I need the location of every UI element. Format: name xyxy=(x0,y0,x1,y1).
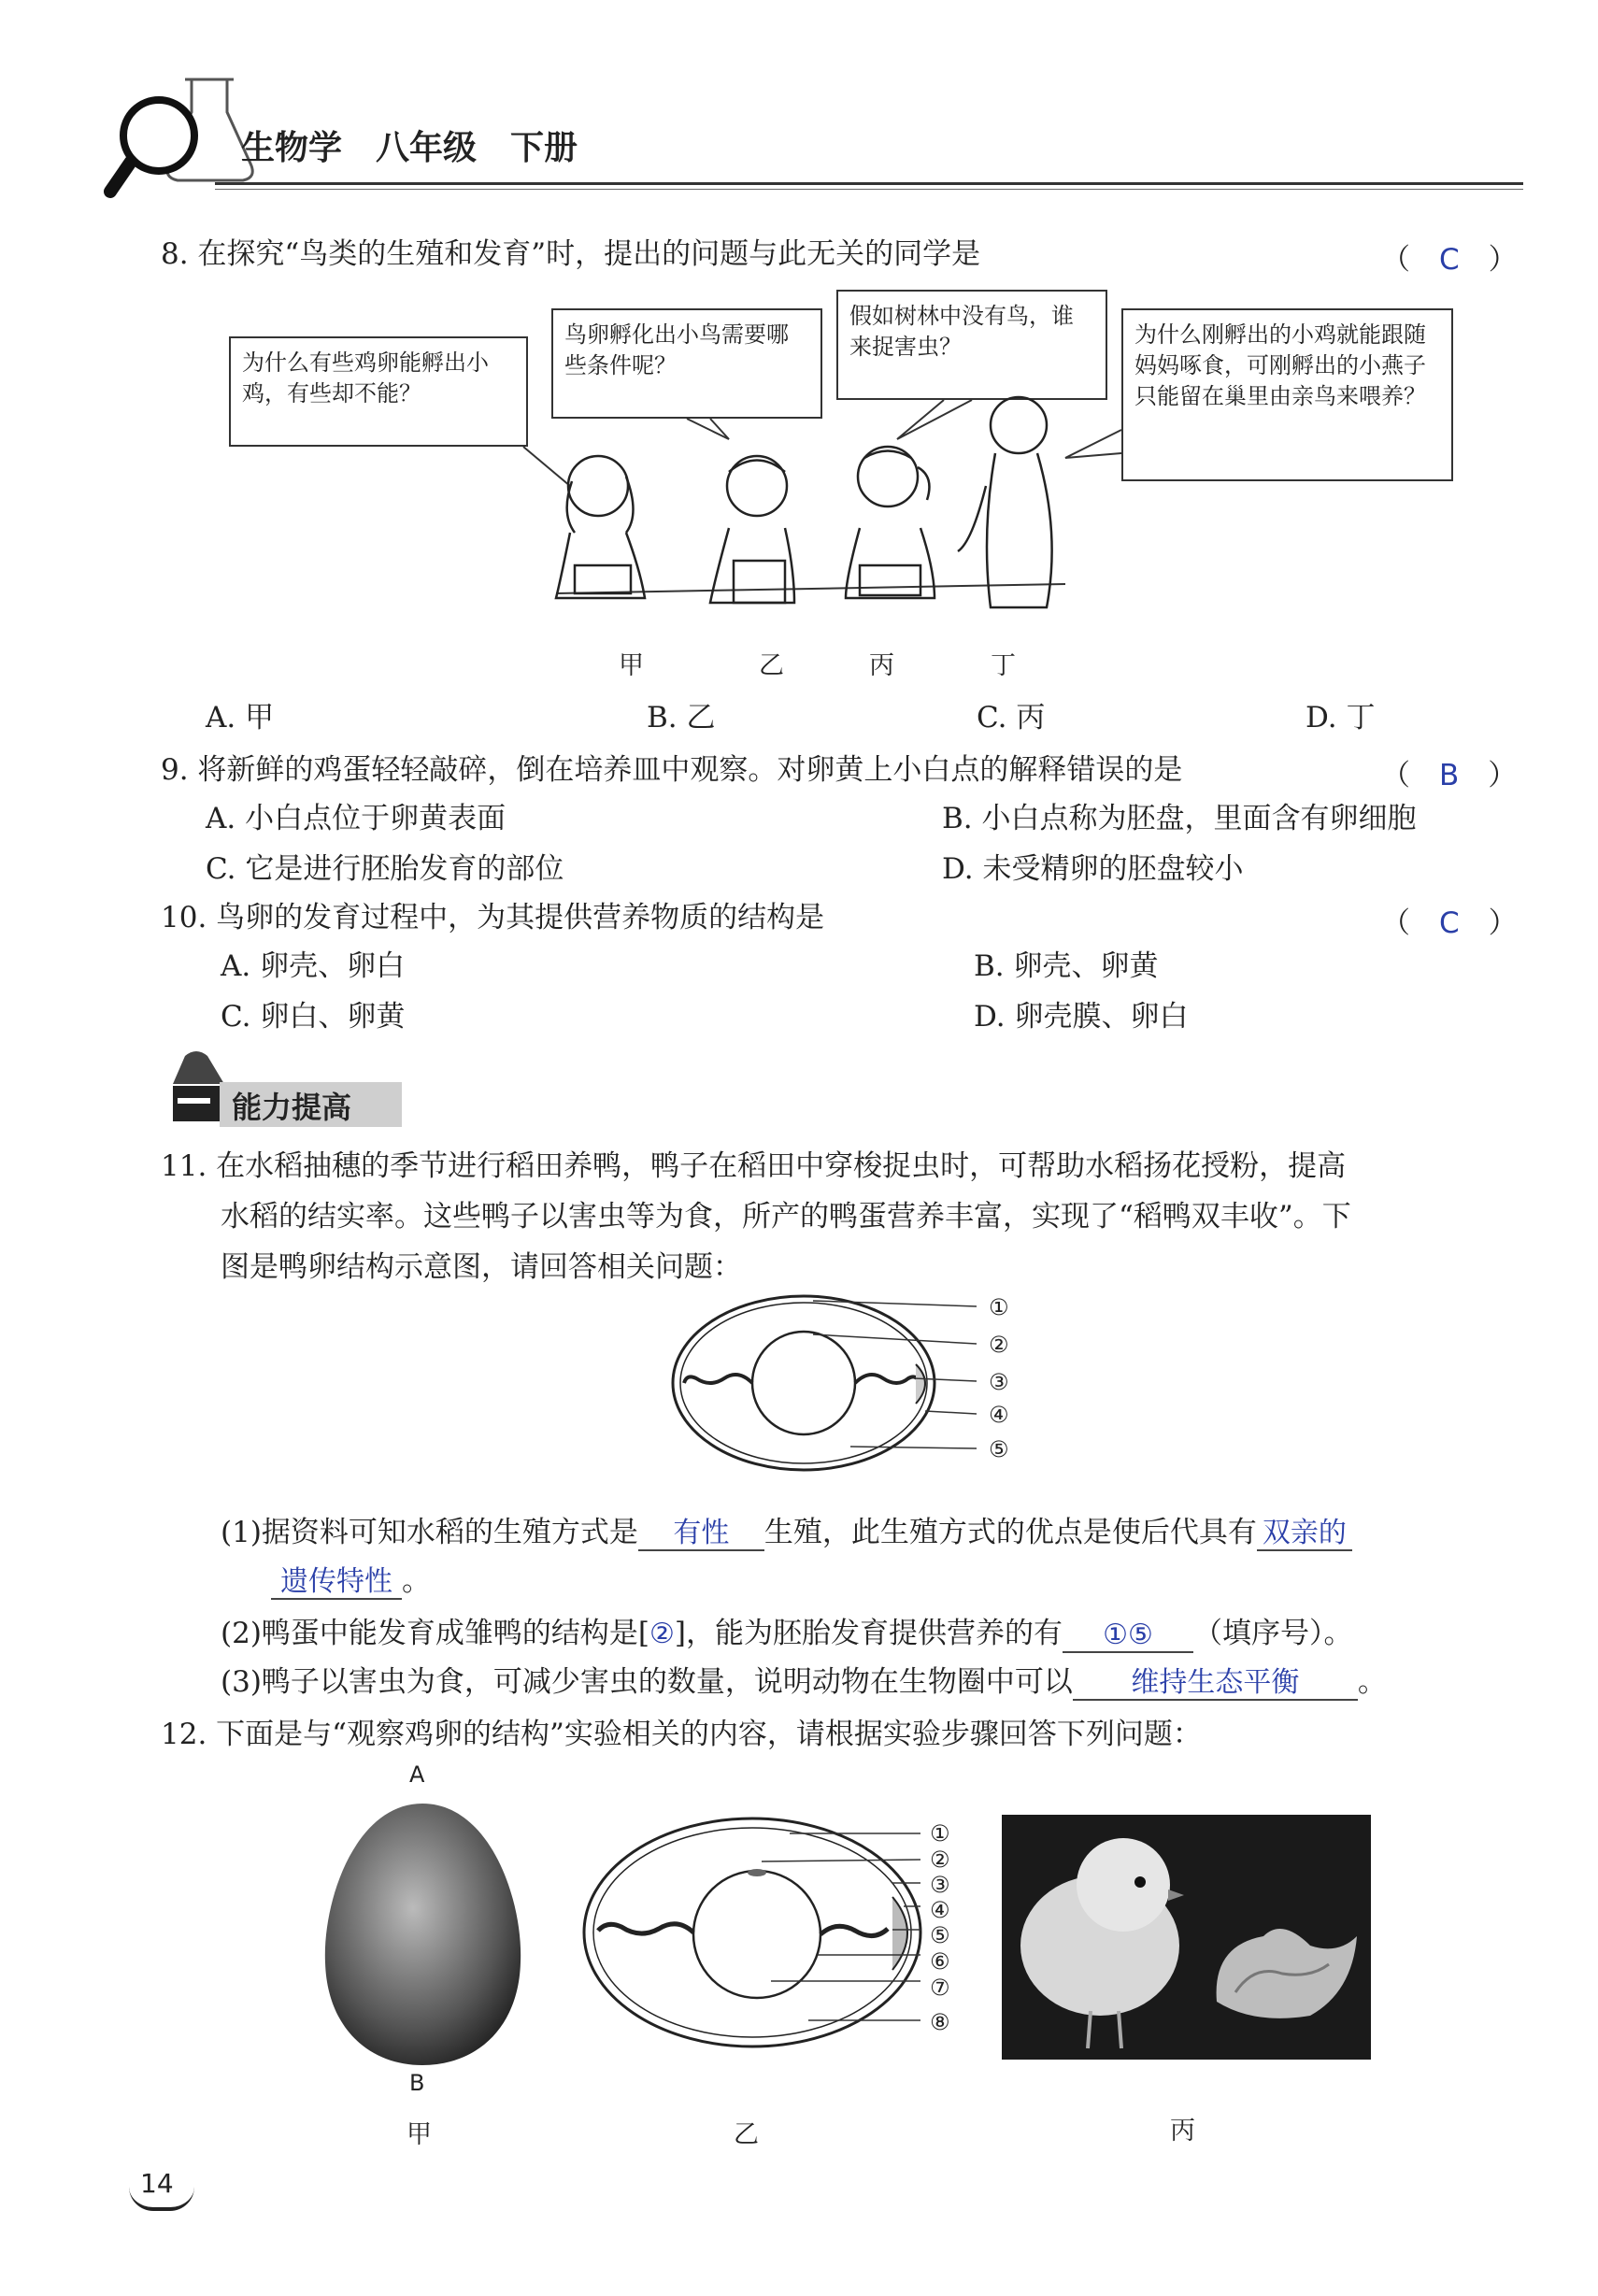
q9-option-a: A. 小白点位于卵黄表面 xyxy=(206,802,507,835)
q9-stem: 9. 将新鲜的鸡蛋轻轻敲碎，倒在培养皿中观察。对卵黄上小白点的解释错误的是 xyxy=(161,753,1183,787)
book-title: 生物学 八年级 下册 xyxy=(241,129,578,167)
q11-part2-a: (2)鸭蛋中能发育成雏鸭的结构是[ xyxy=(221,1617,650,1650)
q11-blank-2 xyxy=(1257,1514,1352,1551)
q11-answer-2b: 遗传特性 xyxy=(280,1565,392,1598)
q11-label-1: ① xyxy=(989,1294,1009,1320)
q8-person-ding: 丁 xyxy=(991,651,1016,680)
q11-answer-2a: 双亲的 xyxy=(1262,1517,1347,1549)
q8-cartoon xyxy=(224,299,1467,692)
q11-part1 xyxy=(221,1514,1352,1551)
header-rule-thin xyxy=(215,189,1523,190)
q11-part3 xyxy=(221,1663,1387,1701)
q10-answer-paren: （ C ） xyxy=(1381,906,1518,940)
q12-label-2: ② xyxy=(930,1847,950,1873)
q11-label-3: ③ xyxy=(989,1369,1009,1395)
q10-option-b: B. 卵壳、卵黄 xyxy=(974,949,1159,983)
q11-part1-a: (1)据资料可知水稻的生殖方式是 xyxy=(221,1516,638,1549)
q11-answer-4: ①⑤ xyxy=(1103,1619,1153,1651)
q12-caption-jia: 甲 xyxy=(407,2120,432,2149)
q12-chick-photo xyxy=(1002,1815,1371,2060)
students-drawing xyxy=(224,299,1467,692)
q8-bubble-1: 为什么有些鸡卵能孵出小鸡，有些却不能？ xyxy=(229,336,528,447)
q11-part3-a: (3)鸭子以害虫为食，可减少害虫的数量，说明动物在生物圈中可以 xyxy=(221,1665,1073,1699)
q12-stem: 12. 下面是与“观察鸡卵的结构”实验相关的内容，请根据实验步骤回答下列问题： xyxy=(161,1718,1202,1751)
q8-option-c: C. 丙 xyxy=(977,701,1046,734)
header xyxy=(0,56,1598,206)
q11-answer-5: 维持生态平衡 xyxy=(1131,1666,1300,1699)
q12-whole-egg xyxy=(318,1799,528,2070)
q12-label-7: ⑦ xyxy=(930,1975,950,2001)
q12-label-6: ⑥ xyxy=(930,1948,950,1975)
q12-egg-section xyxy=(575,1813,967,2056)
q11-blank-4 xyxy=(1063,1616,1193,1653)
page-number-badge xyxy=(129,2166,194,2211)
q11-part2 xyxy=(221,1615,1353,1653)
q12-label-5: ⑤ xyxy=(930,1922,950,1948)
q12-label-1: ① xyxy=(930,1820,950,1847)
q9-option-d: D. 未受精卵的胚盘较小 xyxy=(942,852,1244,886)
q11-answer-3: ② xyxy=(649,1618,675,1650)
q11-blank-5 xyxy=(1073,1663,1358,1701)
q10-answer: C xyxy=(1439,906,1460,940)
q8-person-yi: 乙 xyxy=(759,651,784,680)
header-rule xyxy=(215,182,1523,185)
q9-answer-paren: （ B ） xyxy=(1381,759,1518,792)
section-banner xyxy=(168,1047,411,1131)
q12-label-4: ④ xyxy=(930,1897,950,1923)
q11-part2-c: （填序号）。 xyxy=(1193,1617,1353,1650)
q9-option-c: C. 它是进行胚胎发育的部位 xyxy=(206,852,564,886)
q8-option-d: D. 丁 xyxy=(1306,701,1376,734)
q11-line3: 图是鸭卵结构示意图，请回答相关问题： xyxy=(221,1250,742,1284)
q10-stem: 10. 鸟卵的发育过程中，为其提供营养物质的结构是 xyxy=(161,901,825,934)
duck-egg-diagram xyxy=(663,1290,1037,1476)
q12-label-3: ③ xyxy=(930,1872,950,1898)
q11-part3-b: 。 xyxy=(1357,1665,1387,1699)
q12-caption-bing: 丙 xyxy=(1170,2117,1195,2146)
q12-label-8: ⑧ xyxy=(930,2009,950,2035)
q11-part1-c: 。 xyxy=(402,1564,431,1598)
q8-stem: 8. 在探究“鸟类的生殖和发育”时，提出的问题与此无关的同学是 xyxy=(161,237,981,271)
q11-blank-3 xyxy=(271,1562,402,1600)
q8-answer: C xyxy=(1439,243,1460,277)
q11-part1-b: 生殖，此生殖方式的优点是使后代具有 xyxy=(763,1516,1257,1549)
q11-line1: 11. 在水稻抽穗的季节进行稻田养鸭，鸭子在稻田中穿梭捉虫时，可帮助水稻扬花授粉，提高 xyxy=(161,1149,1347,1183)
q8-option-a: A. 甲 xyxy=(206,701,275,734)
q11-label-4: ④ xyxy=(989,1402,1009,1428)
q8-bubble-2: 鸟卵孵化出小鸟需要哪些条件呢？ xyxy=(551,308,822,419)
q12-caption-yi: 乙 xyxy=(734,2120,759,2149)
q10-option-d: D. 卵壳膜、卵白 xyxy=(974,1000,1189,1034)
q8-answer-paren: （ C ） xyxy=(1381,243,1518,277)
q11-blank-1 xyxy=(638,1514,764,1551)
q11-part2-b: ]，能为胚胎发育提供营养的有 xyxy=(674,1617,1063,1650)
q12-egg-top-label: A xyxy=(409,1761,425,1788)
q10-option-a: A. 卵壳、卵白 xyxy=(221,949,406,983)
q10-option-c: C. 卵白、卵黄 xyxy=(221,1000,406,1034)
q11-label-2: ② xyxy=(989,1332,1009,1358)
q9-answer: B xyxy=(1439,759,1460,792)
q11-answer-1: 有性 xyxy=(673,1517,730,1549)
q8-option-b: B. 乙 xyxy=(647,701,716,734)
q12-egg-bottom-label: B xyxy=(409,2070,425,2096)
q8-person-jia: 甲 xyxy=(619,651,644,680)
q8-bubble-3: 假如树林中没有鸟，谁来捉害虫？ xyxy=(836,290,1107,400)
q11-part1-cont xyxy=(271,1562,431,1600)
page-number: 14 xyxy=(140,2168,174,2199)
q8-bubble-4: 为什么刚孵出的小鸡就能跟随妈妈啄食，可刚孵出的小燕子只能留在巢里由亲鸟来喂养？ xyxy=(1121,308,1453,481)
q9-option-b: B. 小白点称为胚盘，里面含有卵细胞 xyxy=(942,802,1417,835)
q11-label-5: ⑤ xyxy=(989,1436,1009,1462)
q11-line2: 水稻的结实率。这些鸭子以害虫等为食，所产的鸭蛋营养丰富，实现了“稻鸭双丰收”。下 xyxy=(221,1200,1351,1234)
magnifier-flask-icon xyxy=(103,61,262,201)
section-title: 能力提高 xyxy=(232,1090,352,1125)
q8-person-bing: 丙 xyxy=(869,651,894,680)
